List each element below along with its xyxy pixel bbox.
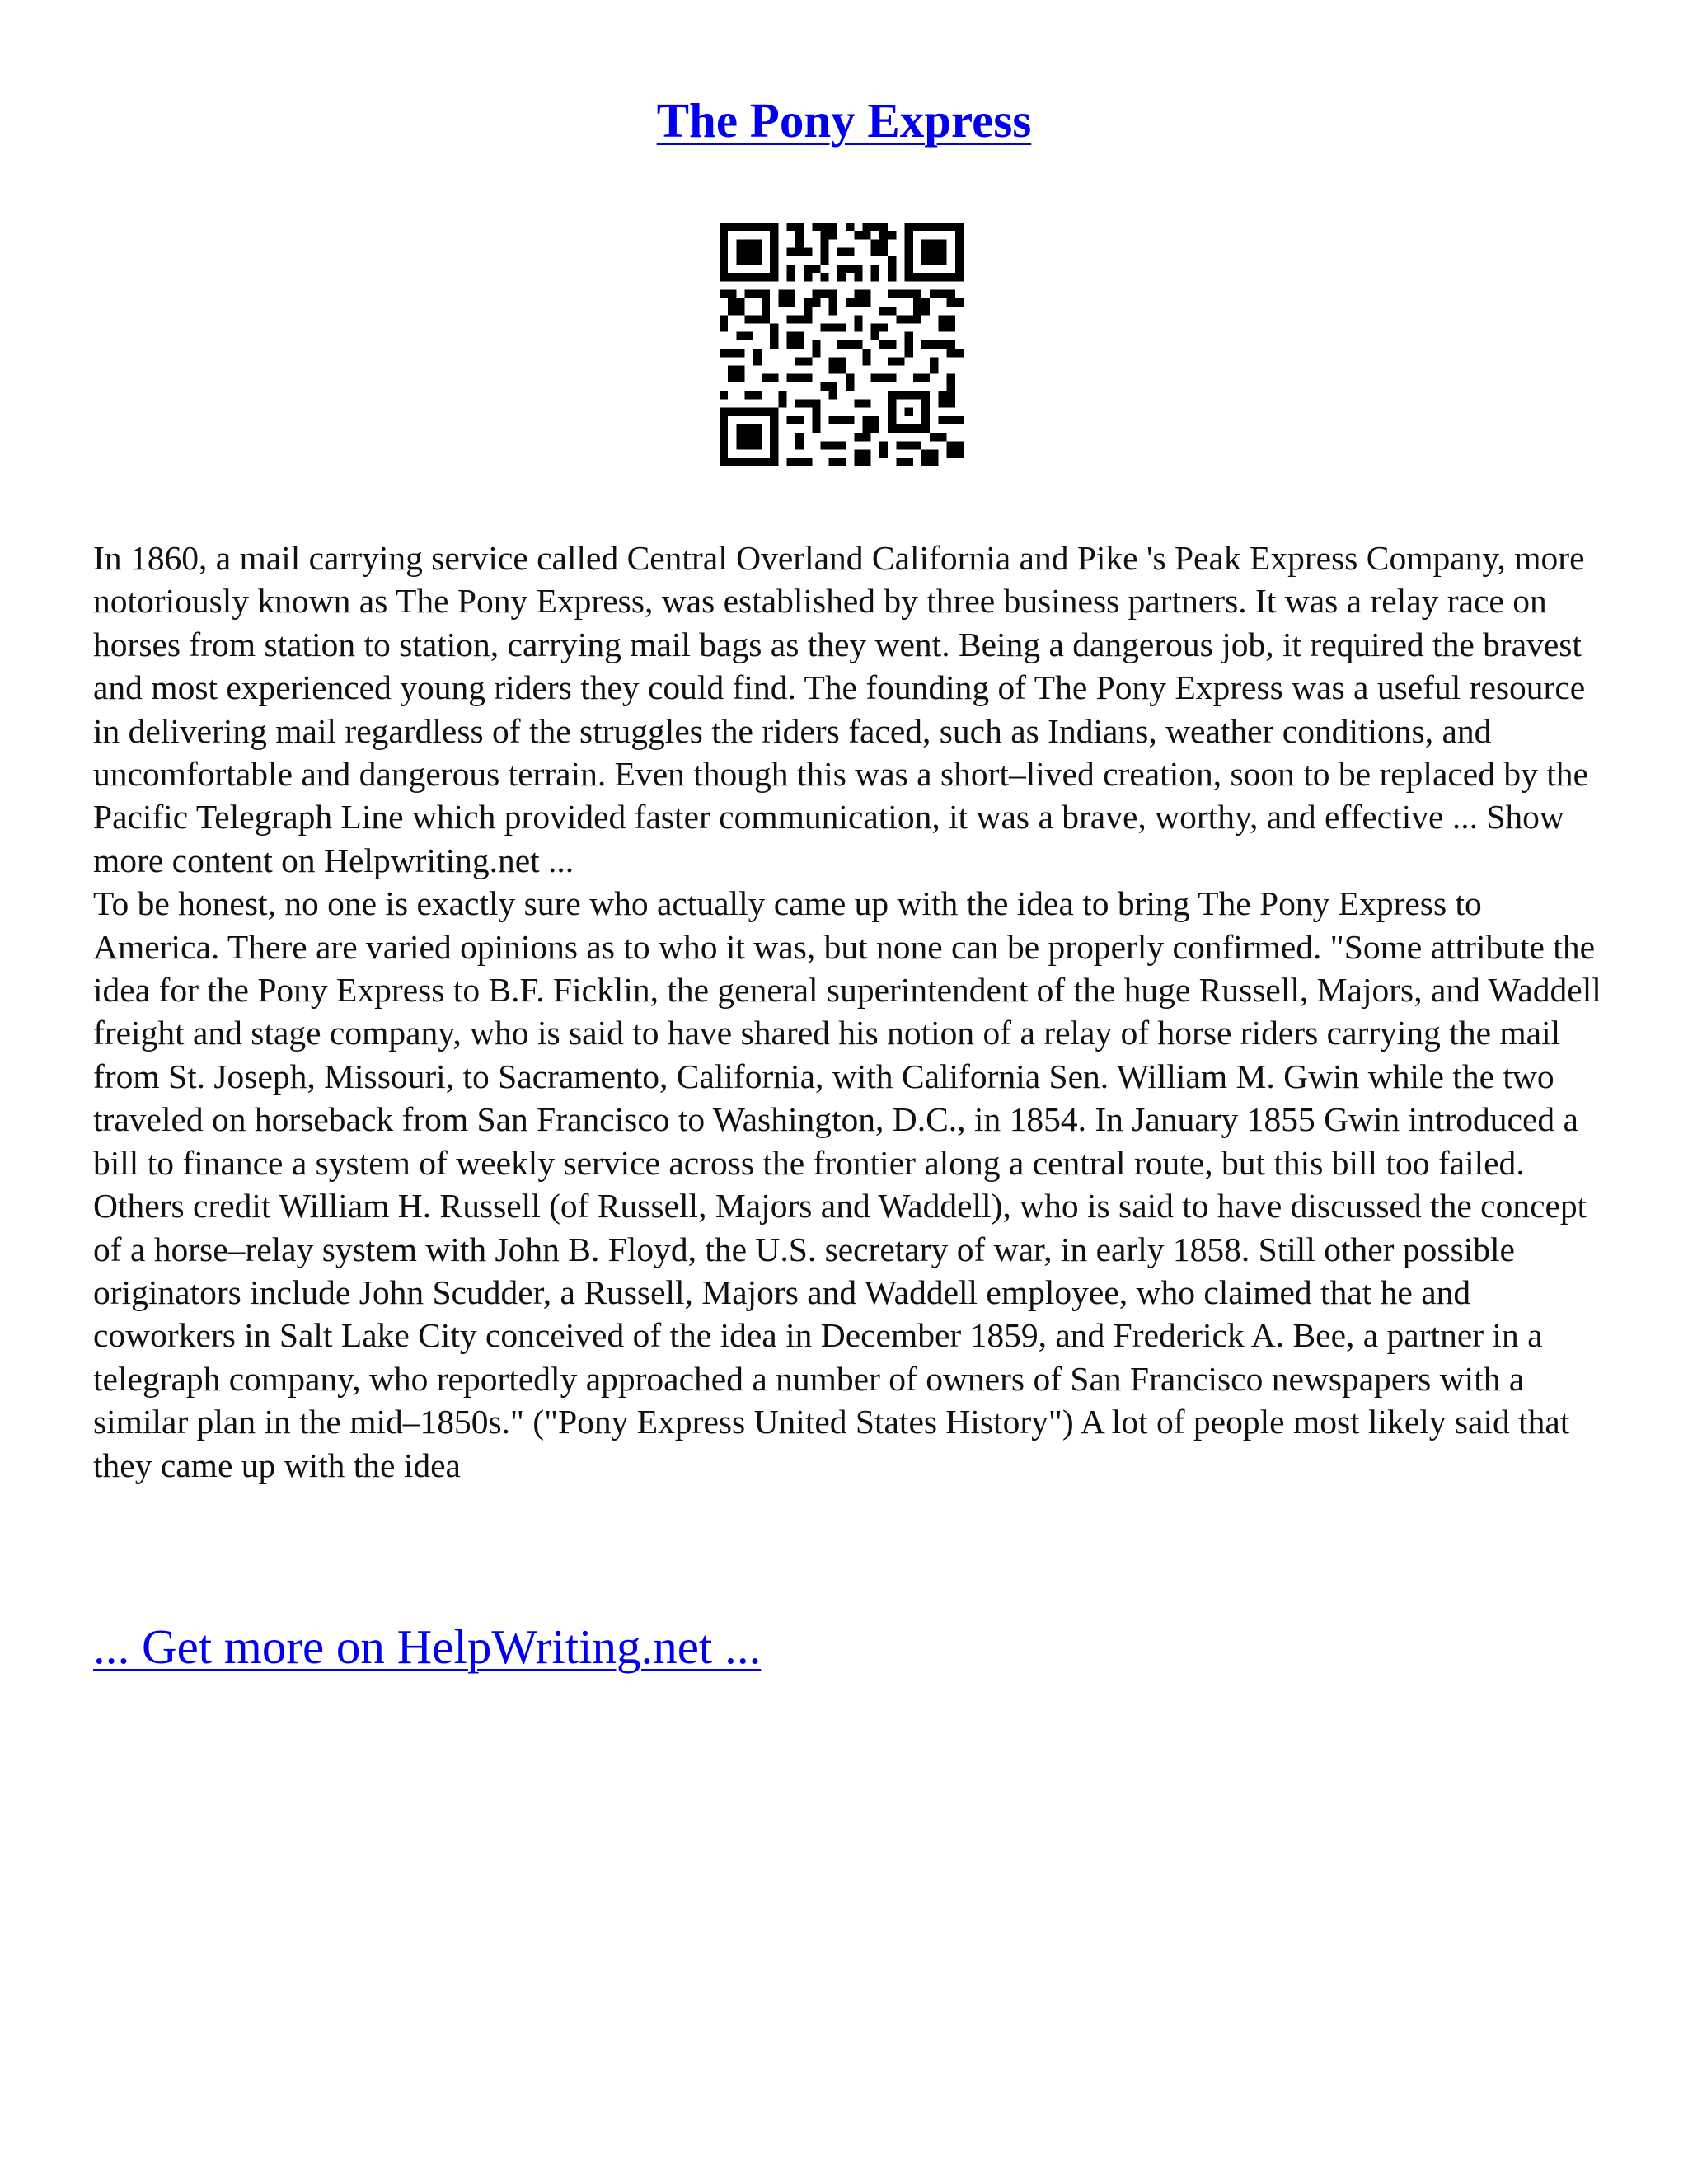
page-title xyxy=(0,89,1688,152)
article-body xyxy=(93,537,1601,1487)
paragraph: To be honest, no one is exactly sure who actually came up with the idea to bring The Pony Express to America. There are varied opinions as to who it was, but none can be properly confirmed. "Some attribute the idea for the Pony Express to B.F. Ficklin, the general superintendent of the huge Russell, Majors, and Waddell freight and stage company, who is said to have shared his notion of a relay of horse riders carrying the mail from St. Joseph, Missouri, to Sacramento, California, with California Sen. William M. Gwin while the two traveled on horseback from San Francisco to Washington, D.C., in 1854. In January 1855 Gwin introduced a bill to finance a system of weekly service across the frontier along a central route, but this bill too failed. Others credit William H. Russell (of Russell, Majors and Waddell), who is said to have discussed the concept of a horse–relay system with John B. Floyd, the U.S. secretary of war, in early 1858. Still other possible originators include John Scudder, a Russell, Majors and Waddell employee, who claimed that he and coworkers in Salt Lake City conceived of the idea in December 1859, and Frederick A. Bee, a partner in a telegraph company, who reportedly approached a number of owners of San Francisco newspapers with a similar plan in the mid–1850s." ("Pony Express United States History") A lot of people most likely said that they came up with the idea xyxy=(93,884,1601,1484)
title-link[interactable]: The Pony Express xyxy=(656,93,1032,148)
get-more-link[interactable]: ... Get more on HelpWriting.net ... xyxy=(93,1619,762,1674)
more-link-container xyxy=(93,1615,761,1678)
qr-code-icon xyxy=(720,223,964,466)
paragraph: In 1860, a mail carrying service called Central Overland California and Pike 's Peak Express Company, more notoriously known as The Pony Express, was established by three business partners. It was a relay race on horses from station to station, carrying mail bags as they went. Being a dangerous job, it required the bravest and most experienced young riders they could find. The founding of The Pony Express was a useful resource in delivering mail regardless of the struggles the riders faced, such as Indians, weather conditions, and uncomfortable and dangerous terrain. Even though this was a short–lived creation, soon to be replaced by the Pacific Telegraph Line which provided faster communication, it was a brave, worthy, and effective ... Show more content on Helpwriting.net ... xyxy=(93,539,1588,879)
